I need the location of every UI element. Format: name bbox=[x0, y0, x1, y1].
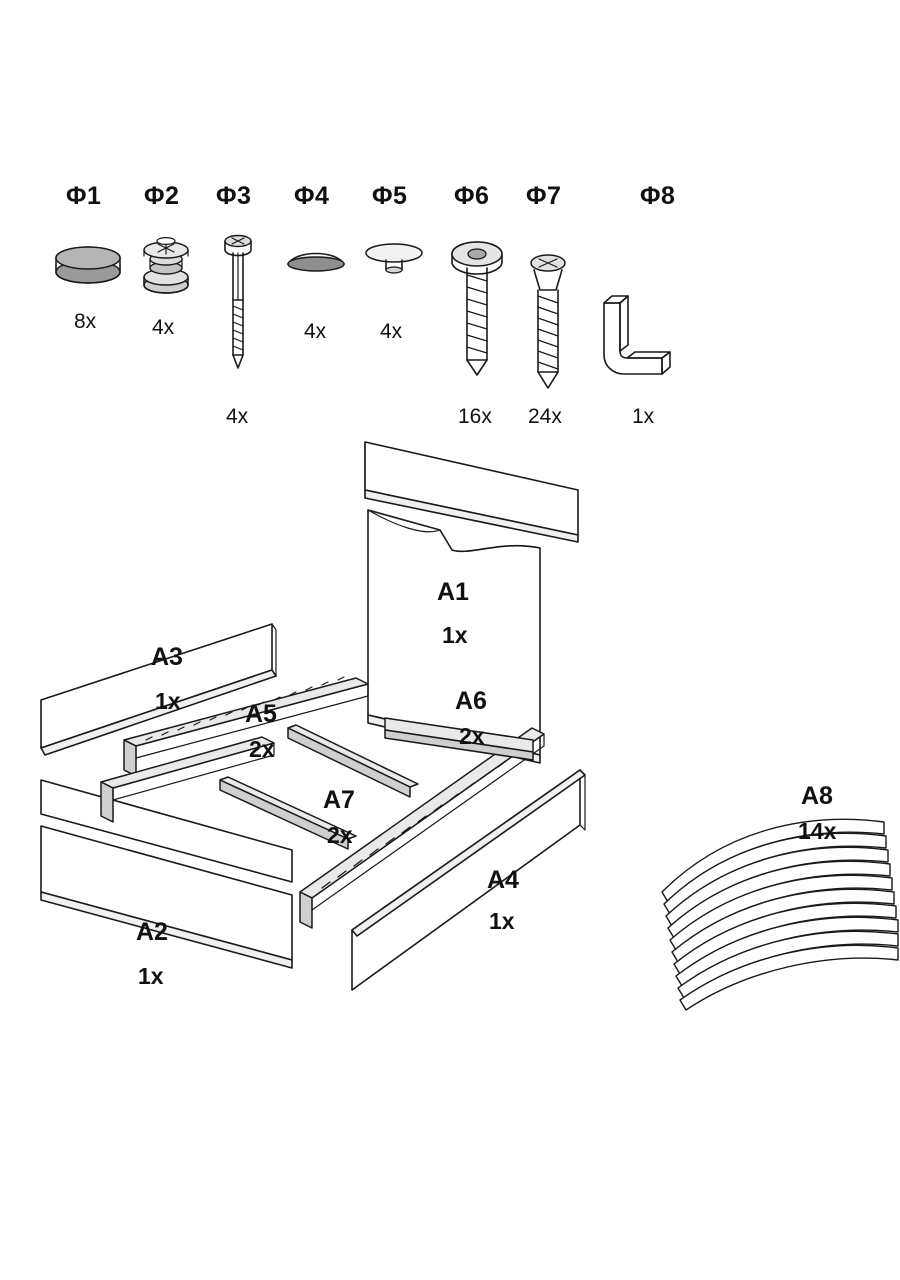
hardware-illustrations bbox=[0, 0, 900, 440]
side-rail-right-panel bbox=[352, 770, 585, 990]
hardware-code-3: Φ3 bbox=[216, 182, 252, 210]
part-code-A2: A2 bbox=[136, 918, 168, 946]
cover-cap-light-icon bbox=[366, 244, 422, 273]
cam-lock-icon bbox=[144, 238, 188, 293]
part-code-A7: A7 bbox=[323, 786, 355, 814]
part-code-A1: A1 bbox=[437, 578, 469, 606]
hardware-code-5: Φ5 bbox=[372, 182, 408, 210]
part-qty-A2: 1x bbox=[138, 963, 164, 989]
hardware-code-7: Φ7 bbox=[526, 182, 562, 210]
hardware-code-8: Φ8 bbox=[640, 182, 676, 210]
cam-disc-icon bbox=[56, 247, 120, 283]
hardware-qty-4: 4x bbox=[304, 320, 327, 343]
hardware-code-6: Φ6 bbox=[454, 182, 490, 210]
wood-screw-icon bbox=[531, 255, 565, 388]
part-code-A6: A6 bbox=[455, 687, 487, 715]
hardware-code-4: Φ4 bbox=[294, 182, 330, 210]
part-code-A8: A8 bbox=[801, 782, 833, 810]
parts-illustrations bbox=[0, 430, 900, 1050]
hardware-qty-6: 16x bbox=[458, 405, 492, 428]
part-qty-A1: 1x bbox=[442, 622, 468, 648]
slat-bundle bbox=[662, 819, 898, 1010]
allen-key-icon bbox=[604, 296, 670, 374]
hardware-qty-5: 4x bbox=[380, 320, 403, 343]
part-qty-A8: 14x bbox=[798, 818, 837, 844]
part-code-A4: A4 bbox=[487, 866, 519, 894]
hardware-qty-2: 4x bbox=[152, 316, 175, 339]
hardware-qty-3: 4x bbox=[226, 405, 249, 428]
hardware-qty-7: 24x bbox=[528, 405, 562, 428]
hardware-qty-8: 1x bbox=[632, 405, 655, 428]
part-qty-A6: 2x bbox=[459, 723, 485, 749]
cover-cap-dark-icon bbox=[288, 254, 344, 272]
part-qty-A5: 2x bbox=[249, 736, 275, 762]
hardware-code-2: Φ2 bbox=[144, 182, 180, 210]
part-qty-A7: 2x bbox=[327, 822, 353, 848]
hardware-qty-1: 8x bbox=[74, 310, 97, 333]
bolt-long-icon bbox=[225, 236, 251, 369]
hardware-code-1: Φ1 bbox=[66, 182, 102, 210]
screw-flat-head-icon bbox=[452, 242, 502, 375]
part-qty-A4: 1x bbox=[489, 908, 515, 934]
part-code-A5: A5 bbox=[245, 700, 277, 728]
part-code-A3: A3 bbox=[151, 643, 183, 671]
part-qty-A3: 1x bbox=[155, 688, 181, 714]
